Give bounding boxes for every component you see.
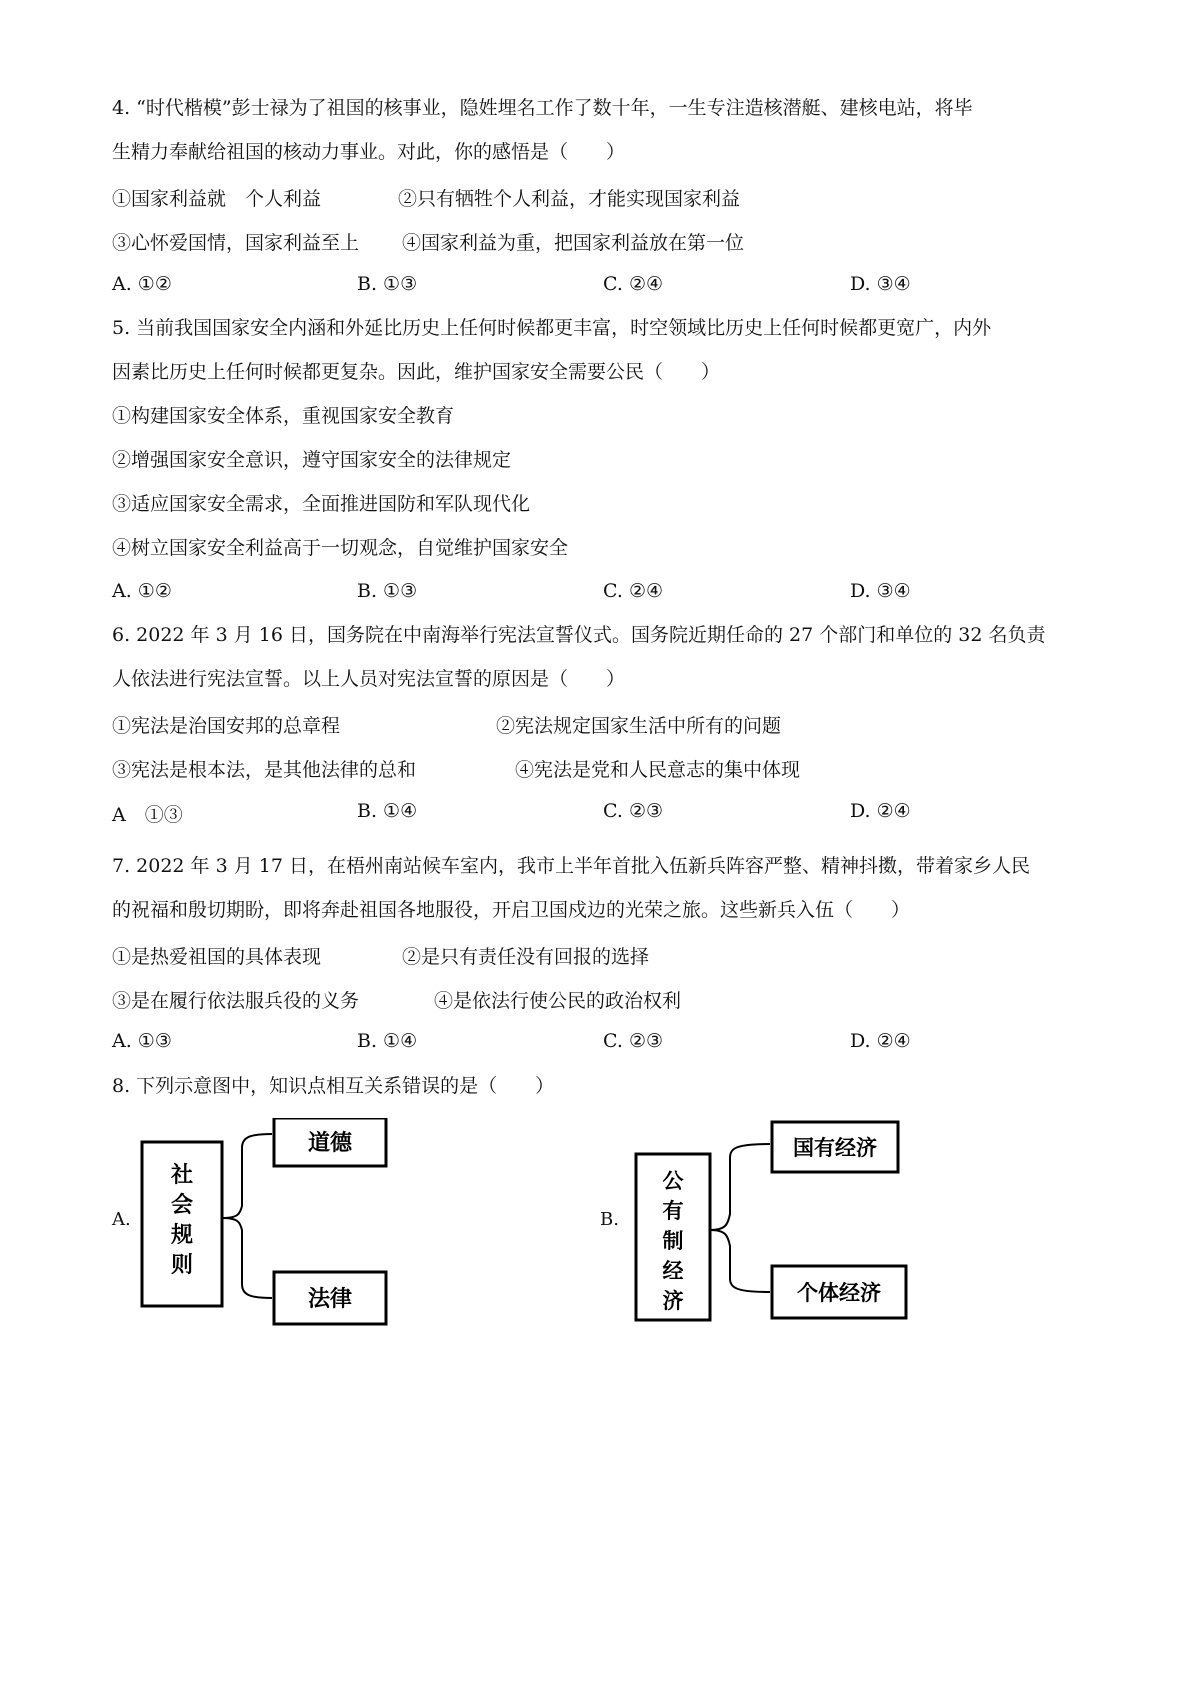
- q6-choice-b[interactable]: B. ①④: [357, 800, 418, 822]
- q6-choice-a[interactable]: A ①③: [112, 804, 183, 826]
- diagram-a-root-char-2: 会: [170, 1193, 194, 1218]
- q7-item-1: ①是热爱祖国的具体表现: [112, 946, 322, 968]
- q7-choice-b[interactable]: B. ①④: [357, 1030, 418, 1052]
- q4-choice-d[interactable]: D. ③④: [850, 273, 911, 295]
- q7-choice-a[interactable]: A. ①③: [112, 1030, 172, 1052]
- diagram-a-top-text: 道德: [307, 1131, 353, 1156]
- diagram-b-brace-top: [710, 1144, 770, 1230]
- diagram-a-root-char-1: 社: [170, 1163, 194, 1188]
- q7-choice-d[interactable]: D. ②④: [850, 1030, 911, 1052]
- diagram-b-root-char-1: 公: [662, 1169, 684, 1193]
- q5-item-4: ④树立国家安全利益高于一切观念，自觉维护国家安全: [112, 537, 569, 559]
- diagram-b-root-char-4: 经: [662, 1259, 684, 1283]
- q5-choice-d[interactable]: D. ③④: [850, 580, 911, 602]
- q4-item-1: ①国家利益就 个人利益: [112, 188, 322, 210]
- diagram-b-option-label[interactable]: B.: [600, 1209, 619, 1230]
- q5-item-2: ②增强国家安全意识，遵守国家安全的法律规定: [112, 449, 512, 471]
- q4-item-2: ②只有牺牲个人利益，才能实现国家利益: [398, 188, 741, 210]
- q4-item-4: ④国家利益为重，把国家利益放在第一位: [402, 232, 745, 254]
- q4-stem-line-2: 生精力奉献给祖国的核动力事业。对此，你的感悟是（ ）: [112, 141, 626, 163]
- q6-item-4: ④宪法是党和人民意志的集中体现: [515, 759, 801, 781]
- q5-choice-b[interactable]: B. ①③: [357, 580, 418, 602]
- q7-item-2: ②是只有责任没有回报的选择: [402, 946, 650, 968]
- diagram-b-root-char-3: 制: [662, 1229, 684, 1253]
- q4-choice-a[interactable]: A. ①②: [112, 273, 172, 295]
- q8-stem: 8. 下列示意图中，知识点相互关系错误的是（ ）: [112, 1075, 555, 1097]
- diagram-a-brace-bottom: [222, 1218, 272, 1298]
- q4-stem-line-1: 4. “时代楷模”彭士禄为了祖国的核事业，隐姓埋名工作了数十年，一生专注造核潜艇、建核电站，将毕: [112, 97, 973, 119]
- diagram-a-option-label[interactable]: A.: [112, 1209, 131, 1230]
- q4-choice-b[interactable]: B. ①③: [357, 273, 418, 295]
- diagram-a: [130, 1118, 400, 1330]
- diagram-b: [630, 1118, 920, 1330]
- q6-stem-line-1: 6. 2022 年 3 月 16 日，国务院在中南海举行宪法宣誓仪式。国务院近期任命的 27 个部门和单位的 32 名负责: [112, 624, 1046, 646]
- q5-choice-a[interactable]: A. ①②: [112, 580, 172, 602]
- diagram-b-brace-bottom: [710, 1230, 770, 1292]
- diagram-b-top-text: 国有经济: [793, 1136, 877, 1160]
- q7-stem-line-2: 的祝福和殷切期盼，即将奔赴祖国各地服役，开启卫国戍边的光荣之旅。这些新兵入伍（ ）: [112, 899, 911, 921]
- q6-stem-line-2: 人依法进行宪法宣誓。以上人员对宪法宣誓的原因是（ ）: [112, 668, 626, 690]
- q5-stem-line-2: 因素比历史上任何时候都更复杂。因此，维护国家安全需要公民（ ）: [112, 361, 721, 383]
- q5-item-1: ①构建国家安全体系，重视国家安全教育: [112, 405, 455, 427]
- q6-item-1: ①宪法是治国安邦的总章程: [112, 715, 341, 737]
- diagram-a-bottom-text: 法律: [307, 1287, 353, 1312]
- q7-choice-c[interactable]: C. ②③: [603, 1030, 664, 1052]
- q7-item-3: ③是在履行依法服兵役的义务: [112, 990, 360, 1012]
- diagram-a-brace-top: [222, 1134, 272, 1218]
- diagram-b-bottom-text: 个体经济: [797, 1281, 881, 1305]
- q6-choice-c[interactable]: C. ②③: [603, 800, 664, 822]
- q7-stem-line-1: 7. 2022 年 3 月 17 日，在梧州南站候车室内，我市上半年首批入伍新兵阵容严整、精神抖擞，带着家乡人民: [112, 855, 1030, 877]
- diagram-a-root-char-3: 规: [170, 1223, 194, 1248]
- q6-item-2: ②宪法规定国家生活中所有的问题: [496, 715, 782, 737]
- q6-item-3: ③宪法是根本法，是其他法律的总和: [112, 759, 417, 781]
- q7-item-4: ④是依法行使公民的政治权利: [434, 990, 682, 1012]
- q4-item-3: ③心怀爱国情，国家利益至上: [112, 232, 360, 254]
- q5-item-3: ③适应国家安全需求，全面推进国防和军队现代化: [112, 493, 531, 515]
- diagram-b-root-char-2: 有: [662, 1199, 684, 1223]
- q4-choice-c[interactable]: C. ②④: [603, 273, 664, 295]
- q6-choice-d[interactable]: D. ②④: [850, 800, 911, 822]
- diagram-b-root-char-5: 济: [662, 1289, 684, 1313]
- q5-stem-line-1: 5. 当前我国国家安全内涵和外延比历史上任何时候都更丰富，时空领域比历史上任何时候都更宽广，内外: [112, 317, 992, 339]
- q5-choice-c[interactable]: C. ②④: [603, 580, 664, 602]
- diagram-a-root-char-4: 则: [170, 1253, 194, 1278]
